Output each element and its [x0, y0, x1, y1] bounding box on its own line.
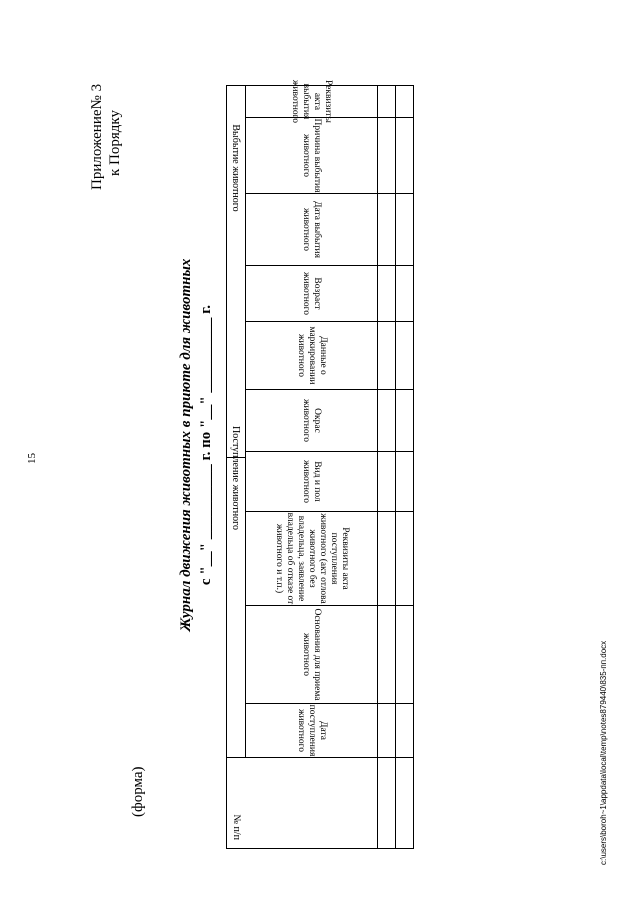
appendix-heading: [88, 84, 124, 190]
col-age: Возраст животного: [245, 266, 377, 322]
page-number: 15: [26, 453, 38, 464]
row-vline: [377, 389, 413, 390]
num-header: № п/п: [231, 814, 242, 840]
journal-title: Журнал движения животных в приюте для животных: [178, 258, 194, 632]
col-reason-intake: Основания для приема животного: [245, 606, 377, 704]
col-species-sex: Вид и пол животного: [245, 452, 377, 512]
header-bottom-line: [377, 86, 378, 848]
row-vline: [377, 451, 413, 452]
row-vline: [377, 321, 413, 322]
row-vline: [377, 193, 413, 194]
col-date-exit: Дата выбытия животного: [245, 194, 377, 266]
group-exit: Выбытие животного: [230, 124, 241, 212]
col-reason-exit: Причина выбытия животного: [245, 118, 377, 194]
journal-table: [226, 79, 414, 849]
col-color: Окрас животного: [245, 390, 377, 452]
journal-period: с "__" __________ г. по "__" __________ г.: [198, 304, 214, 586]
row-vline: [377, 265, 413, 266]
row-line: [395, 86, 396, 848]
col-marking: Данные о маркировании животного: [245, 322, 377, 390]
row-vline: [377, 703, 413, 704]
row-vline: [377, 605, 413, 606]
appendix-line2: к Порядку: [107, 110, 123, 176]
form-label: (форма): [130, 766, 146, 817]
appendix-line1: Приложение№ 3: [89, 83, 105, 190]
col-intake-act: Реквизиты акта поступления животного (акт отлова животного без владельца, заявление владельца об отказе от животного и т.п.): [245, 512, 377, 606]
col-date-intake: Дата поступления животного: [245, 704, 377, 758]
row-vline: [377, 511, 413, 512]
col-exit-act: Реквизиты акта выбытия животного: [245, 86, 377, 118]
group-intake: Поступление животного: [230, 426, 241, 530]
row-vline: [377, 117, 413, 118]
file-path: c:\users\boroh~1\appdata\local\temp\notes879440\835-пп.docx: [599, 640, 608, 865]
